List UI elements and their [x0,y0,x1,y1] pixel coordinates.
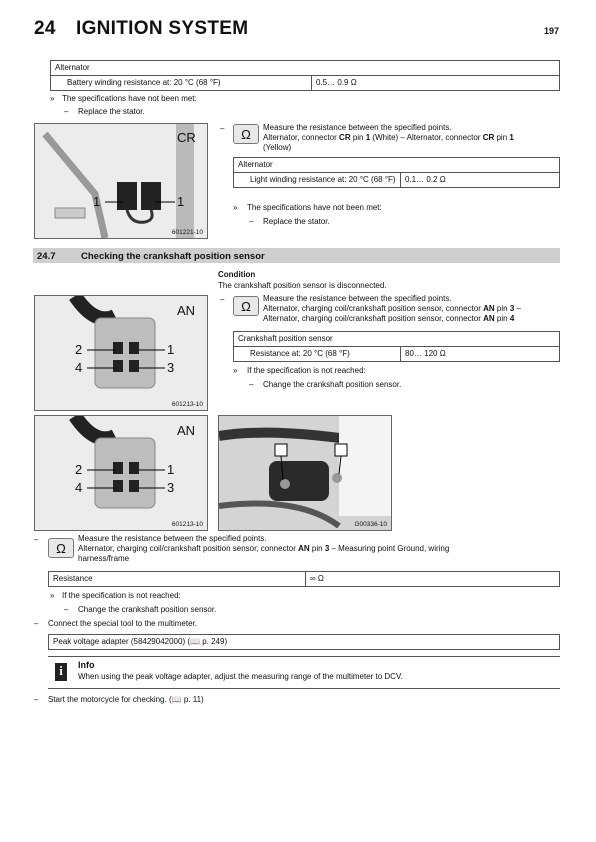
pin-label: 3 [167,360,175,375]
figure-connector-an [34,295,208,411]
table-title: Alternator [51,61,560,76]
figure-caption: G00336-10 [354,521,387,528]
pin-label: 2 [75,462,83,477]
condition-heading: Condition [218,270,256,279]
table-label: Resistance at: 20 °C (68 °F) [234,347,401,362]
condition-text: The specifications have not been met: [247,203,382,212]
dash-symbol: – [34,695,39,704]
table-title: Alternator [234,158,560,173]
pin-label: 2 [75,342,83,357]
raquo-symbol: » [50,591,55,600]
ohmmeter-icon: Ω [233,296,259,316]
measure-instruction: Measure the resistance between the specified points. Alternator, charging coil/crankshaft position sensor, connector AN pin 3 – Alternator, charging coil/crankshaft position sensor, connector AN pin 4 [263,294,521,323]
table-value: 80… 120 Ω [401,347,560,362]
raquo-symbol: » [233,203,238,212]
dash-symbol: – [64,107,69,116]
pin-label: 3 [167,480,175,495]
dash-symbol: – [220,124,225,133]
ohmmeter-icon: Ω [48,538,74,558]
info-icon: i [55,663,67,681]
table-title: Crankshaft position sensor [234,332,560,347]
figure-caption: 601221-10 [171,229,203,236]
info-text: When using the peak voltage adapter, adjust the measuring range of the multimeter to DCV. [78,672,403,681]
alternator-battery-table [50,60,560,91]
action-text: Change the crankshaft position sensor. [263,380,402,389]
step-text: Connect the special tool to the multimeter. [48,619,197,628]
chapter-number: 24 [34,18,56,39]
pin-label: 1 [177,194,185,209]
table-label: Battery winding resistance at: 20 °C (68 °F) [51,76,312,91]
action-text: Change the crankshaft position sensor. [78,605,217,614]
chapter-title: IGNITION SYSTEM [76,18,249,39]
condition-text: The crankshaft position sensor is disconnected. [218,281,387,290]
special-tool-table [48,634,560,650]
ohmmeter-icon: Ω [233,124,259,144]
raquo-symbol: » [233,366,238,375]
action-text: Replace the stator. [263,217,330,226]
step-text: Start the motorcycle for checking. (📖 p. 11) [48,695,204,704]
figure-ground-point-photo [218,415,392,531]
figure-connector-an-2 [34,415,208,531]
raquo-symbol: » [50,94,55,103]
pin-label: 4 [75,360,83,375]
ground-resistance-table [48,571,560,587]
connector-label: AN [177,423,196,438]
condition-text: If the specification is not reached: [247,366,366,375]
measure-instruction: Measure the resistance between the specified points. Alternator, connector CR pin 1 (White) – Alternator, connector CR pin 1 (Yellow) [263,123,514,152]
table-label: Resistance [49,572,306,587]
action-text: Replace the stator. [78,107,145,116]
dash-symbol: – [249,380,254,389]
pin-label: 4 [75,480,83,495]
ground-point-illustration [219,416,391,530]
section-number: 24.7 [37,251,56,262]
dash-symbol: – [34,535,39,544]
figure-caption: 601213-10 [171,521,203,528]
book-ref-icon: 📖 [190,637,200,646]
connector-label: CR [177,130,196,145]
pin-label: 1 [167,462,175,477]
condition-text: If the specification is not reached: [62,591,181,600]
info-heading: Info [78,660,95,670]
special-tool-cell: Peak voltage adapter (58429042000) (📖 p. 249) [49,635,560,650]
condition-text: The specifications have not been met: [62,94,197,103]
connector-label: AN [177,303,196,318]
alternator-light-table [233,157,560,188]
book-ref-icon: 📖 [171,695,182,704]
table-value: ∞ Ω [306,572,560,587]
measure-instruction: Measure the resistance between the specified points. Alternator, charging coil/crankshaft position sensor, connector AN pin 3 – Measuring point Ground, wiring harness/frame [78,534,450,563]
crankshaft-sensor-table [233,331,560,362]
info-top-rule [48,656,560,657]
table-value: 0.5… 0.9 Ω [312,76,560,91]
figure-caption: 601213-10 [171,401,203,408]
dash-symbol: – [220,295,225,304]
table-value: 0.1… 0.2 Ω [401,173,560,188]
dash-symbol: – [249,217,254,226]
dash-symbol: – [64,605,69,614]
table-label: Light winding resistance at: 20 °C (68 °F) [234,173,401,188]
section-title: Checking the crankshaft position sensor [81,251,265,262]
figure-connector-cr [34,123,208,239]
dash-symbol: – [34,619,39,628]
pin-label: 1 [93,194,101,209]
info-bottom-rule [48,688,560,689]
page-number: 197 [543,26,559,36]
pin-label: 1 [167,342,175,357]
